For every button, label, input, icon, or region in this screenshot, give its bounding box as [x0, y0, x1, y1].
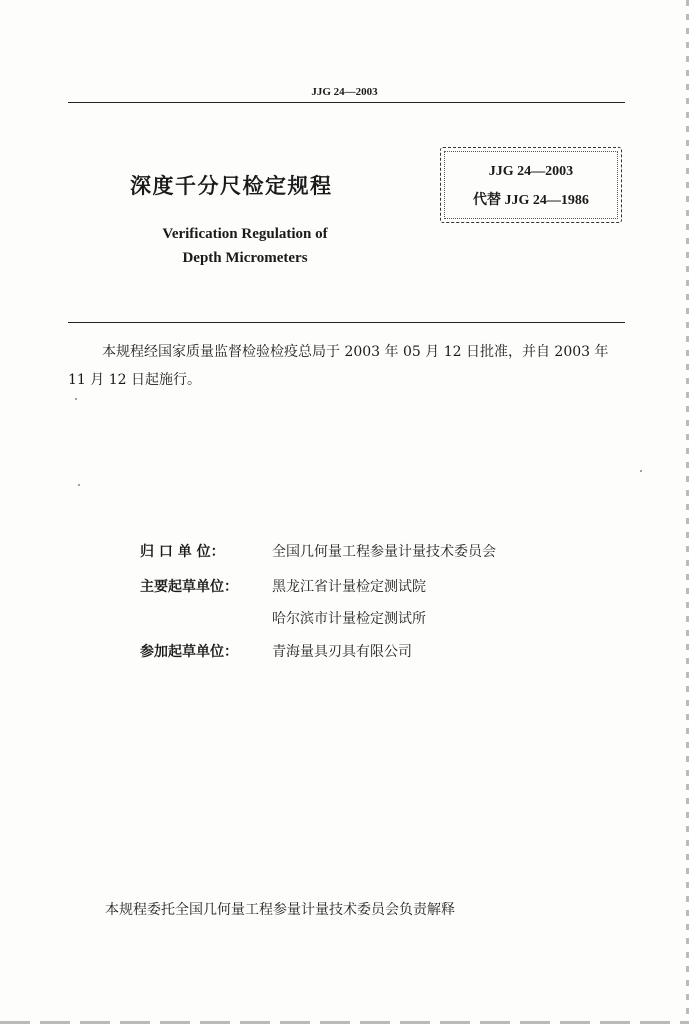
main-drafting-unit-value-2: 哈尔滨市计量检定测试所 — [272, 611, 426, 627]
owner-unit-value: 全国几何量工程参量计量技术委员会 — [272, 544, 496, 560]
title-english-line-1: Verification Regulation of — [162, 226, 328, 242]
owner-unit-label: 归 口 单 位： — [140, 544, 225, 560]
interpretation-note: 本规程委托全国几何量工程参量计量技术委员会负责解释 — [105, 902, 455, 918]
title-english-line-2: Depth Micrometers — [182, 250, 308, 266]
main-drafting-unit-label: 主要起草单位： — [140, 579, 238, 595]
approval-statement: 本规程经国家质量监督检验检疫总局于 2003 年 05 月 12 日批准，并自 2003 年 11 月 12 日起施行。 — [68, 344, 609, 388]
owner-unit-row — [140, 541, 496, 561]
participant-unit-label: 参加起草单位： — [140, 644, 238, 660]
header-rule — [68, 102, 625, 103]
scan-speck — [78, 484, 80, 486]
title-chinese: 深度千分尺检定规程 — [130, 174, 333, 198]
standard-code: JJG 24—2003 — [488, 164, 574, 179]
standard-code-box — [440, 147, 622, 223]
replaced-standard-code: 代替 JJG 24—1986 — [473, 193, 589, 208]
scan-speck — [640, 470, 642, 472]
header-code: JJG 24—2003 — [311, 86, 378, 98]
main-drafting-unit-row — [140, 576, 426, 596]
main-drafting-unit-value-1: 黑龙江省计量检定测试院 — [272, 579, 426, 595]
main-drafting-unit-row-2 — [140, 608, 426, 628]
participant-unit-row — [140, 641, 412, 661]
participant-unit-value: 青海量具刃具有限公司 — [272, 644, 412, 660]
title-rule — [68, 322, 625, 323]
title-english — [120, 222, 370, 270]
scan-speck — [75, 398, 77, 400]
